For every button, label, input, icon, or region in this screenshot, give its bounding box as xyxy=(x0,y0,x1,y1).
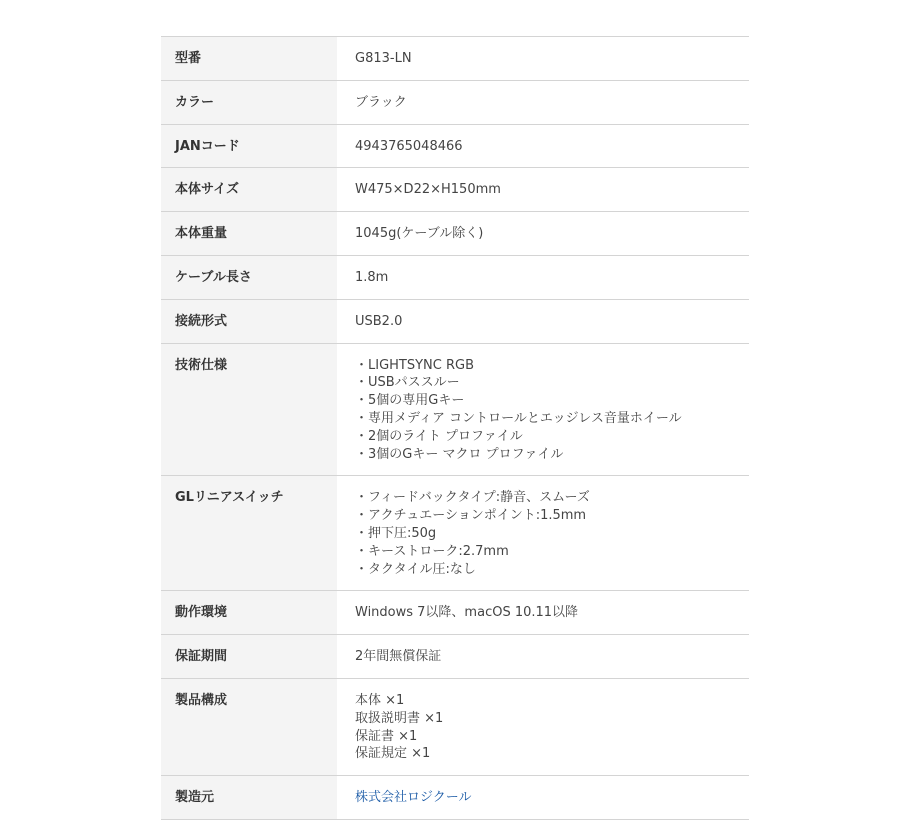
spec-row-connection xyxy=(161,299,749,343)
spec-value-line: USB2.0 xyxy=(355,313,403,329)
spec-value-line: W475×D22×H150mm xyxy=(355,182,501,198)
spec-row-body-weight xyxy=(161,212,749,256)
spec-row-operating-environment xyxy=(161,591,749,635)
spec-row-color xyxy=(161,80,749,124)
spec-value-line: ・2個のライト プロファイル xyxy=(355,428,523,444)
spec-value xyxy=(337,591,749,635)
spec-label: 保証期間 xyxy=(161,635,337,679)
spec-row-body-size xyxy=(161,168,749,212)
spec-row-gl-linear-switch xyxy=(161,476,749,591)
spec-row-package-contents xyxy=(161,678,749,775)
spec-value-line: ・フィードバックタイプ:静音、スムーズ xyxy=(355,490,590,506)
spec-label: 接続形式 xyxy=(161,299,337,343)
spec-value-line: 1045g(ケーブル除く) xyxy=(355,226,484,242)
spec-row-jan-code xyxy=(161,124,749,168)
spec-value-line: 4943765048466 xyxy=(355,138,463,154)
spec-label: 本体サイズ xyxy=(161,168,337,212)
spec-value-line: ・LIGHTSYNC RGB xyxy=(355,357,475,373)
spec-label: 動作環境 xyxy=(161,591,337,635)
spec-value xyxy=(337,776,749,820)
spec-value-line: Windows 7以降、macOS 10.11以降 xyxy=(355,605,579,621)
spec-value xyxy=(337,255,749,299)
spec-value xyxy=(337,168,749,212)
spec-value xyxy=(337,343,749,476)
spec-value-line: ・アクチュエーションポイント:1.5mm xyxy=(355,508,587,524)
spec-table xyxy=(161,36,749,820)
spec-label: JANコード xyxy=(161,124,337,168)
manufacturer-link[interactable]: 株式会社ロジクール xyxy=(355,790,472,806)
spec-value xyxy=(337,212,749,256)
spec-row-warranty-period xyxy=(161,635,749,679)
spec-label: GLリニアスイッチ xyxy=(161,476,337,591)
spec-value xyxy=(337,37,749,81)
spec-value-line: ブラック xyxy=(355,94,407,110)
spec-value-line: 本体 ×1 xyxy=(355,692,405,708)
spec-value-line: ・USBパススルー xyxy=(355,375,460,391)
spec-value-line: ・5個の専用Gキー xyxy=(355,393,465,409)
spec-label: 型番 xyxy=(161,37,337,81)
spec-value-line: ・専用メディア コントロールとエッジレス音量ホイール xyxy=(355,410,682,426)
spec-value-line: ・キーストローク:2.7mm xyxy=(355,543,509,559)
spec-value-line: 取扱説明書 ×1 xyxy=(355,710,444,726)
spec-row-manufacturer xyxy=(161,776,749,820)
spec-value-line: 2年間無償保証 xyxy=(355,649,442,665)
spec-value xyxy=(337,635,749,679)
spec-row-model-number xyxy=(161,37,749,81)
spec-value xyxy=(337,476,749,591)
spec-label: 技術仕様 xyxy=(161,343,337,476)
spec-label: カラー xyxy=(161,80,337,124)
spec-label: 製造元 xyxy=(161,776,337,820)
spec-value-line: ・タクタイル圧:なし xyxy=(355,561,476,577)
spec-value-line: 保証書 ×1 xyxy=(355,728,418,744)
spec-value-line: G813-LN xyxy=(355,51,412,66)
spec-value xyxy=(337,124,749,168)
spec-value-line: 保証規定 ×1 xyxy=(355,746,431,762)
spec-value-line: 1.8m xyxy=(355,269,389,285)
spec-value xyxy=(337,678,749,775)
spec-value-line: ・押下圧:50g xyxy=(355,525,437,541)
spec-label: 本体重量 xyxy=(161,212,337,256)
spec-value xyxy=(337,299,749,343)
spec-row-cable-length xyxy=(161,255,749,299)
spec-label: 製品構成 xyxy=(161,678,337,775)
spec-label: ケーブル長さ xyxy=(161,255,337,299)
spec-row-technical-specs xyxy=(161,343,749,476)
spec-value-line: ・3個のGキー マクロ プロファイル xyxy=(355,446,564,462)
spec-value xyxy=(337,80,749,124)
